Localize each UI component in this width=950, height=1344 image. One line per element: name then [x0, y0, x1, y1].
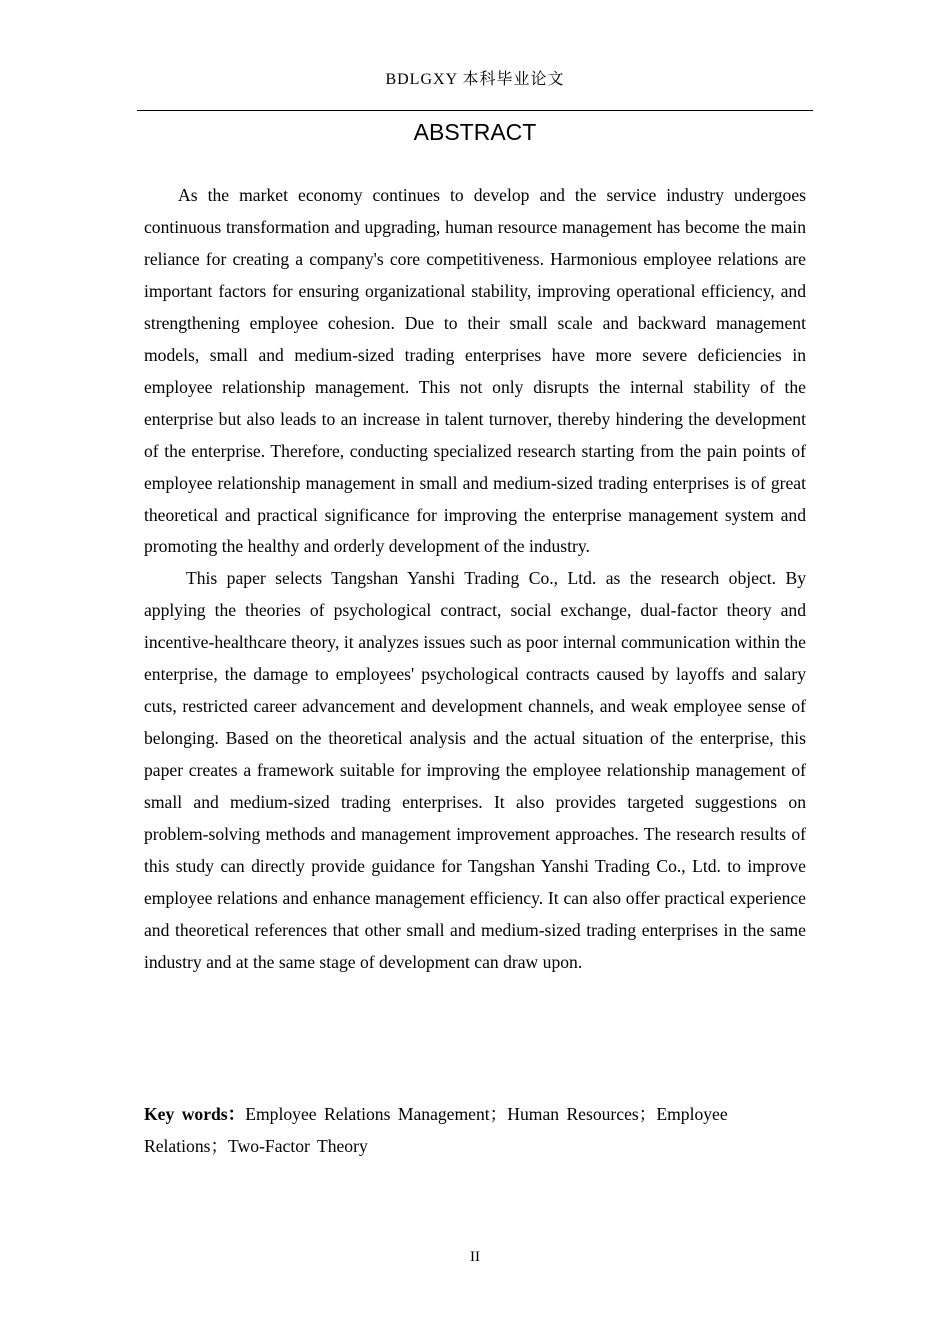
page-number: II [470, 1249, 480, 1265]
abstract-body [144, 180, 806, 979]
keywords [144, 1099, 806, 1163]
abstract-paragraph-2: This paper selects Tangshan Yanshi Trading Co., Ltd. as the research object. By applying the theories of psychological contract, social exchange, dual-factor theory and incentive-healthcare theory, it analyzes issues such as poor internal communication within the enterprise, the damage to employees' psychological contracts caused by layoffs and salary cuts, restricted career advancement and development channels, and weak employee sense of belonging. Based on the theoretical analysis and the actual situation of the enterprise, this paper creates a framework suitable for improving the employee relationship management of small and medium-sized trading enterprises. It also provides targeted suggestions on problem-solving methods and management improvement approaches. The research results of this study can directly provide guidance for Tangshan Yanshi Trading Co., Ltd. to improve employee relations and enhance management efficiency. It can also offer practical experience and theoretical references that other small and medium-sized trading enterprises in the same industry and at the same stage of development can draw upon. [144, 568, 806, 972]
abstract-title: ABSTRACT [413, 119, 537, 145]
header-divider [137, 110, 813, 111]
running-header: BDLGXY 本科毕业论文 [385, 71, 565, 88]
keywords-label: Key words： [144, 1104, 246, 1124]
abstract-paragraph-1: As the market economy continues to develop and the service industry undergoes continuous transformation and upgrading, human resource management has become the main reliance for creating a company's core competitiveness. Harmonious employee relations are important factors for ensuring organizational stability, improving operational efficiency, and strengthening employee cohesion. Due to their small scale and backward management models, small and medium-sized trading enterprises have more severe deficiencies in employee relationship management. This not only disrupts the internal stability of the enterprise but also leads to an increase in talent turnover, thereby hindering the development of the enterprise. Therefore, conducting specialized research starting from the pain points of employee relationship management in small and medium-sized trading enterprises is of great theoretical and practical significance for improving the enterprise management system and promoting the healthy and orderly development of the industry. [144, 185, 806, 557]
keywords-list: Employee Relations Management；Human Resources；Employee Relations；Two-Factor Theory [144, 1104, 728, 1156]
